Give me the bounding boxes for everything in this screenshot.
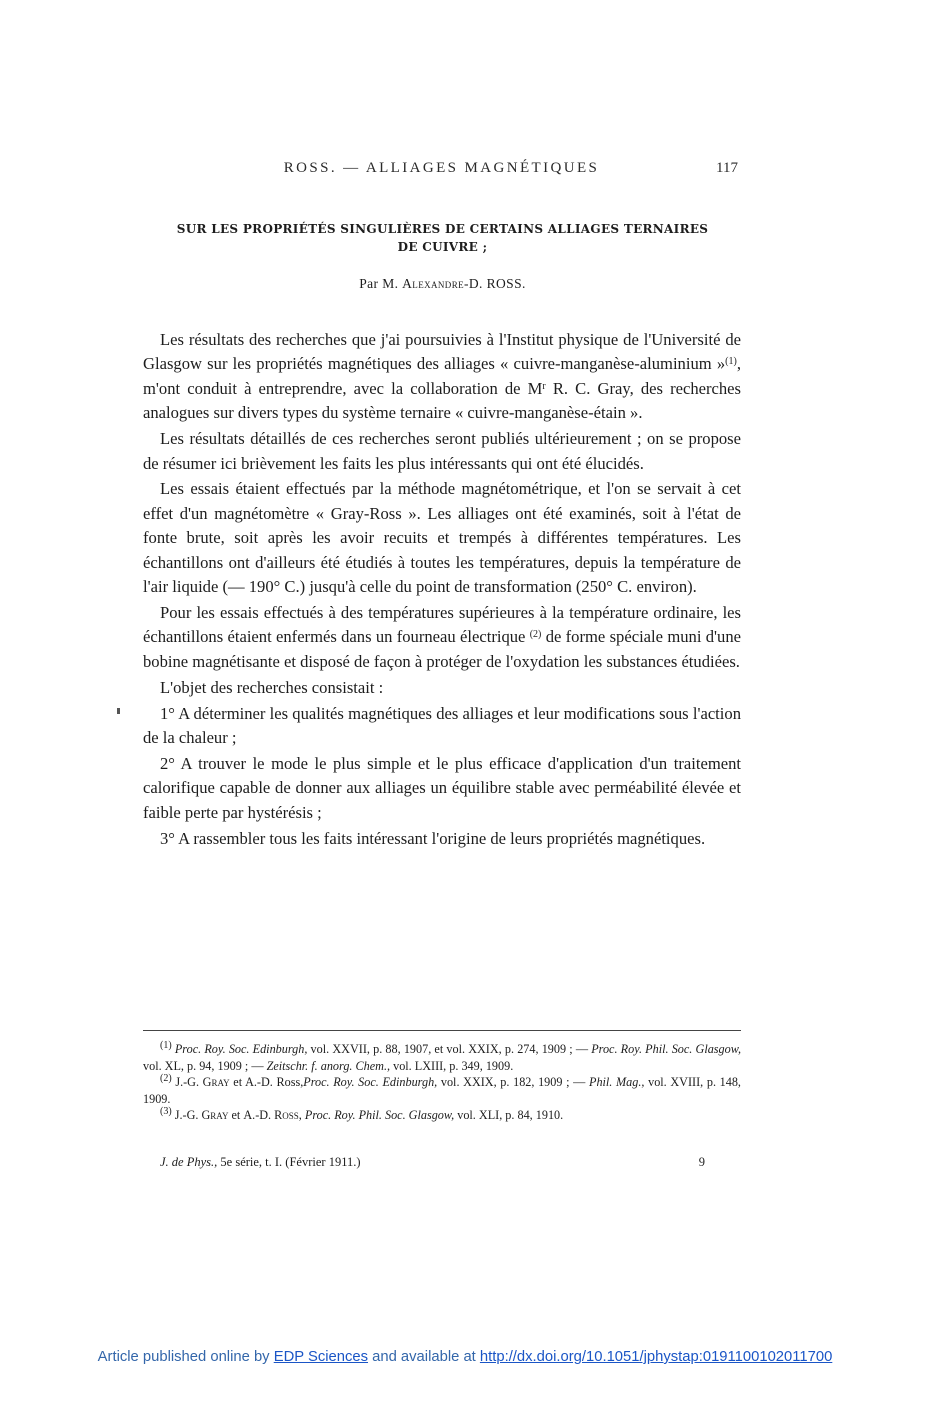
paragraph-2: Les résultats détaillés de ces recherches seront publiés ultérieurement ; on se propose de résumer ici brièvement les faits les plus intéressants qui ont été élucidés. <box>143 429 741 473</box>
author-first-name: Alexandre-D. <box>402 276 483 291</box>
paragraph-1-text-a: Les résultats des recherches que j'ai poursuivies à l'Institut physique de l'Université de Glasgow sur les propriétés magnétiques des alliages « cuivre-manganèse-aluminium » <box>143 330 741 374</box>
margin-mark <box>117 708 120 714</box>
sheet-number: 9 <box>698 1155 705 1169</box>
publisher-link[interactable]: EDP Sciences <box>273 1349 369 1365</box>
paragraph-4 <box>143 601 741 674</box>
availability-notice <box>0 1349 930 1365</box>
running-head <box>143 160 740 182</box>
footnote-ref-1: (1) <box>725 356 737 368</box>
list-item-2: 2° A trouver le mode le plus simple et le plus efficace d'application d'un traitement calorifique capable de donner aux alliages un équilibre stable avec perméabilité élevée et faible perte par hystérésis ; <box>143 753 741 822</box>
paragraph-4-text-a: Pour les essais effectués à des températures supérieures à la température ordinaire, les échantillons étaient enfermés dans un fourneau électrique <box>143 602 741 647</box>
footnotes <box>143 1041 741 1124</box>
footnote-1-number: (1) <box>160 1040 172 1051</box>
footnote-2 <box>143 1074 741 1107</box>
footnote-ref-2: (2) <box>529 629 542 641</box>
byline-prefix: Par M. <box>359 276 399 291</box>
doi-link[interactable]: http://dx.doi.org/10.1051/jphystap:0191100102011700 <box>479 1349 833 1365</box>
footnote-3 <box>143 1107 741 1124</box>
article-body <box>143 328 741 853</box>
byline <box>150 276 735 292</box>
article-title-line-1: SUR LES PROPRIÉTÉS SINGULIÈRES DE CERTAINS ALLIAGES TERNAIRES <box>176 222 709 236</box>
journal-name: Zeitschr. f. anorg. Chem., <box>266 1058 391 1073</box>
availability-prefix: Article published online by <box>97 1349 274 1365</box>
author-name: J.-G. Gray <box>175 1075 230 1090</box>
footnote-3-number: (3) <box>160 1106 172 1118</box>
footnote-text: et A.-D. Ross, <box>229 1075 304 1090</box>
paragraph-1-text-b: , m'ont conduit à entreprendre, avec la collaboration de M <box>143 354 741 398</box>
journal-name: Phil. Mag., <box>589 1075 645 1090</box>
footnote-text: vol. XXIX, p. 182, 1909 ; — <box>437 1075 589 1090</box>
footnote-text: vol. XL, p. 94, 1909 ; — <box>143 1058 267 1073</box>
paragraph-5: L'objet des recherches consistait : <box>160 677 384 697</box>
availability-middle: and available at <box>368 1349 480 1365</box>
author-last-name: ROSS. <box>486 276 526 291</box>
journal-name: Proc. Roy. Phil. Soc. Glasgow, <box>591 1042 742 1056</box>
paragraph-1-text-c: R. C. Gray, des recherches analogues sur divers types du système ternaire « cuivre-manganèse-étain ». <box>143 378 741 423</box>
footnote-divider <box>143 1030 741 1031</box>
journal-name: Proc. Roy. Phil. Soc. Glasgow, <box>304 1108 455 1123</box>
footnote-text: vol. XLI, p. 84, 1910. <box>454 1108 564 1123</box>
footnote-text: vol. LXIII, p. 349, 1909. <box>390 1058 514 1073</box>
title-abbrev-sup: r <box>542 380 546 392</box>
journal-details: 5e série, t. I. (Février 1911.) <box>217 1155 361 1169</box>
article-title-line-2: DE CUIVRE ; <box>397 240 488 254</box>
article-title <box>150 220 735 256</box>
author-name: A.-D. Ross, <box>243 1108 302 1123</box>
page-number: 117 <box>716 160 738 176</box>
footnote-2-number: (2) <box>160 1073 172 1085</box>
paragraph-1 <box>143 328 741 426</box>
journal-name: Proc. Roy. Soc. Edinburgh, <box>174 1042 308 1056</box>
footnote-text: et <box>228 1108 244 1123</box>
footnote-1 <box>143 1041 741 1074</box>
list-item-3: 3° A rassembler tous les faits intéressant l'origine de leurs propriétés magnétiques. <box>160 828 706 848</box>
running-title: ROSS. — ALLIAGES MAGNÉTIQUES <box>283 160 600 176</box>
footnote-text: vol. XXVII, p. 88, 1907, et vol. XXIX, p. 274, 1909 ; — <box>307 1042 592 1056</box>
list-item-1: 1° A déterminer les qualités magnétiques des alliages et leur modifications sous l'action de la chaleur ; <box>143 703 741 747</box>
paragraph-3: Les essais étaient effectués par la méthode magnétométrique, et l'on se servait à cet effet d'un magnétomètre « Gray-Ross ». Les alliages ont été examinés, soit à l'état de fonte brute, soit après les avoir recuits et trempés à différentes températures. Les échantillons ont d'ailleurs été étudiés à toutes les températures, depuis la température de l'air liquide (— 190° C.) jusqu'à celle du point de transformation (250° C. environ). <box>143 479 741 597</box>
journal-name: Proc. Roy. Soc. Edinburgh, <box>303 1075 438 1090</box>
journal-abbrev: J. de Phys., <box>160 1155 218 1169</box>
paragraph-4-text-b: de forme spéciale muni d'une bobine magnétisante et disposé de façon à protéger de l'oxydation les substances étudiées. <box>143 627 741 671</box>
footnote-text: vol. XVIII, p. 148, 1909. <box>143 1075 741 1106</box>
journal-citation <box>160 1155 361 1170</box>
author-name: J.-G. Gray <box>174 1108 229 1123</box>
